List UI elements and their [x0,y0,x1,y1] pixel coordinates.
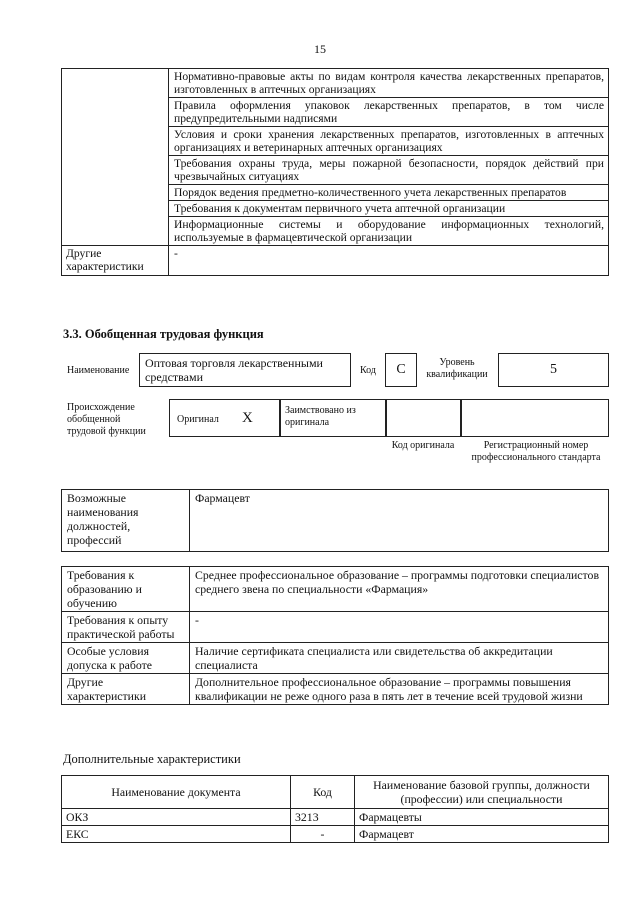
page-number: 15 [314,42,326,56]
header-doc: Наименование документа [62,776,291,809]
table-row [62,809,609,826]
positions-label: Возможные наименования должностей, профессий [62,490,190,552]
table-row [62,612,609,643]
borrowed-label: Заимствовано из оригинала [285,405,356,428]
table-row [62,674,609,705]
table-row [62,69,609,98]
level-label: Уровень квалификации [426,357,488,380]
table-header-row [62,776,609,809]
code-cell: 3213 [291,809,355,826]
knowledge-item: Правила оформления упаковок лекарственных препаратов, в том числе предупредительными надписями [169,98,609,127]
knowledge-item: Условия и сроки хранения лекарственных препаратов, изготовленных в аптечных организациях и ветеринарных аптечных организациях [169,127,609,156]
reg-number-caption: Регистрационный номер профессионального стандарта [471,440,601,463]
requirement-value: - [190,612,609,643]
other-characteristics-value: - [169,246,609,276]
knowledge-item: Нормативно-правовые акты по видам контроля качества лекарственных препаратов, изготовленных в аптечных организациях [169,69,609,98]
divider [460,399,462,437]
requirement-value: Наличие сертификата специалиста или свидетельства об аккредитации специалиста [190,643,609,674]
requirements-table [61,566,609,705]
doc-cell: ЕКС [62,826,291,843]
original-mark: X [242,410,253,426]
table-row [62,246,609,276]
name-label: Наименование [67,365,130,376]
header-code: Код [291,776,355,809]
knowledge-item: Требования к документам первичного учета аптечной организации [169,201,609,217]
header-name: Наименование базовой группы, должности (профессии) или специальности [355,776,609,809]
requirement-label: Другие характеристики [62,674,190,705]
requirement-label: Требования к опыту практической работы [62,612,190,643]
table-row [62,490,609,552]
requirement-value: Дополнительное профессиональное образование – программы повышения квалификации не реже одного раза в пять лет в течение всей трудовой жизни [190,674,609,705]
knowledge-item: Информационные системы и оборудование информационных технологий, используемые в фармацевтической организации [169,217,609,246]
other-characteristics-label: Другие характеристики [62,246,169,276]
original-label: Оригинал [177,414,219,425]
function-name-value: Оптовая торговля лекарственными средствами [139,353,351,387]
origin-label: Происхождение обобщенной трудовой функции [67,402,146,437]
divider [385,399,387,437]
positions-value: Фармацевт [190,490,609,552]
code-cell: - [291,826,355,843]
origin-box [169,399,609,437]
requirement-label: Особые условия допуска к работе [62,643,190,674]
doc-cell: ОКЗ [62,809,291,826]
level-value: 5 [498,353,609,387]
extra-title: Дополнительные характеристики [63,752,241,766]
knowledge-table [61,68,609,276]
name-cell: Фармацевты [355,809,609,826]
empty-label-cell [62,69,169,246]
requirement-value: Среднее профессиональное образование – программы подготовки специалистов среднего звена по специальности «Фармация» [190,567,609,612]
code-value: C [385,353,417,387]
divider [279,399,281,437]
positions-table [61,489,609,552]
code-label: Код [360,365,376,376]
code-original-caption: Код оригинала [391,440,455,451]
knowledge-item: Порядок ведения предметно-количественного учета лекарственных препаратов [169,185,609,201]
name-cell: Фармацевт [355,826,609,843]
requirement-label: Требования к образованию и обучению [62,567,190,612]
section-title: 3.3. Обобщенная трудовая функция [63,327,264,341]
table-row [62,826,609,843]
extra-characteristics-table [61,775,609,843]
table-row [62,643,609,674]
knowledge-item: Требования охраны труда, меры пожарной безопасности, порядок действий при чрезвычайных ситуациях [169,156,609,185]
table-row [62,567,609,612]
